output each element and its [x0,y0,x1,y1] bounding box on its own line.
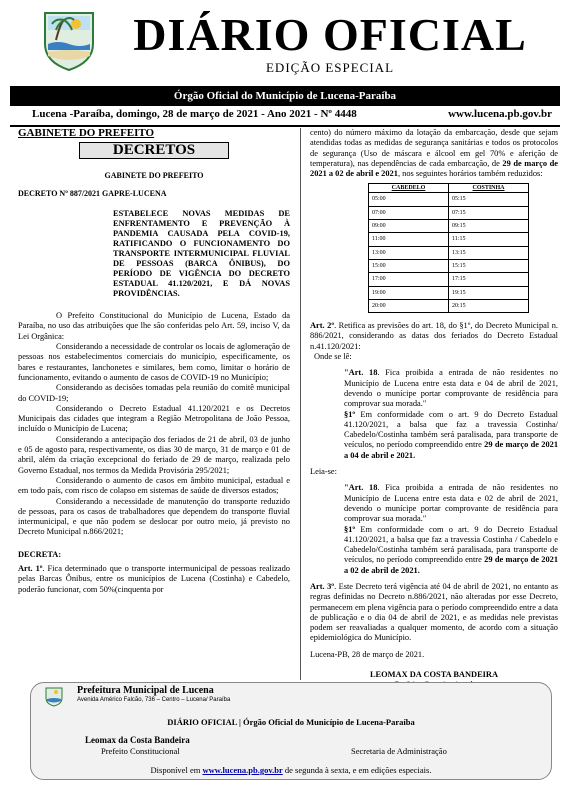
table-row [369,233,529,246]
article-text: . Retifica as previsões do art. 18, do §1º, do Decreto Municipal n. 886/2021, considerando as datas dos feriados do Decreto Estadual n.41.120/2021: [310,321,558,351]
table-cell: 11:15 [449,233,529,246]
article-label: Art. 3º [310,581,335,591]
left-column [18,128,290,595]
section-heading: GABINETE DO PREFEITO [18,127,155,139]
availability-text: de segunda à sexta, e em edições especiais. [282,765,432,775]
municipal-crest-icon [42,10,96,72]
column-divider [300,128,301,680]
quote-text: Em conformidade com o art. 9 do Decreto Estadual 41.120/2021, a balsa que faz a travessia Costinha / Cabedelo e Cabedelo/Costinha também será paralisada, para transporte de veículos, no período compreendido entre [344,524,558,565]
leia-se: Leia-se: [310,467,337,477]
table-cell: 09:15 [449,220,529,233]
quote-text: . Fica proibida a entrada de não residentes no Município de Lucena entre esta data e 02 de abril de 2021, devendo o munícipe portar comprovante de residência para comprovar sua morada." [344,483,558,524]
article-2 [310,321,558,352]
table-cell: 19:15 [449,286,529,299]
table-cell: 07:15 [449,206,529,219]
table-row [369,259,529,272]
whereas-paragraph: Considerando o Decreto Estadual 41.120/2021 e os Decretos Municipais das cidades que integram a Região Metropolitana de João Pessoa, incluído o Município de Lucena; [18,403,290,434]
article-text: . Fica determinado que o transporte intermunicipal de pessoas realizado pelas Barcas Ônibus, entre os municípios de Lucena (Costinha) e Cabedelo, poderão funcionar, com 50%(cinquenta por [18,564,290,594]
table-header: CABEDELO [369,184,449,193]
gabinete-heading: GABINETE DO PREFEITO [104,170,204,180]
quote-label: "Art. 18 [344,368,378,378]
quote-label: §1º [344,409,356,419]
dateline-bar [10,108,560,124]
whereas-paragraph: Considerando as decisões tomadas pela reunião do comitê municipal do COVID-19; [18,383,290,403]
decree-ementa: ESTABELECE NOVAS MEDIDAS DE ENFRENTAMENTO E PREVENÇÃO À PANDEMIA CAUSADA PELA COVID-19, RATIFICANDO O FUNCIONAMENTO DO TRANSPORTE INTERMUNICIPAL FLUVIAL DE PESSOAS (BARCA ÔNIBUS), DO PERÍODO DE VIGÊNCIA DO DECRETO ESTADUAL 41.120/2021, E DÁ NOVAS PROVIDÊNCIAS. [113,209,290,299]
table-row [369,273,529,286]
table-cell: 19:00 [369,286,449,299]
quote-text: . Fica proibida a entrada de não residentes no Município de Lucena entre esta data e 04 de abril de 2021, devendo o munícipe portar comprovante de residência para comprovar sua morada." [344,368,558,409]
table-row [369,299,529,312]
footer-prefeitura: Prefeitura Municipal de Lucena [77,685,214,696]
quote-dates: 29 de março de 2021 a 04 de abril e 2021. [344,440,559,460]
quoted-text-new [344,483,558,576]
table-cell: 13:00 [369,246,449,259]
table-cell: 15:15 [449,259,529,272]
schedule-table [368,183,529,313]
decreta-heading: DECRETA: [18,549,62,559]
whereas-paragraph: Considerando a antecipação dos feriados de 21 de abril, 03 de junho e 05 de agosto para, respectivamente, os dias 30 de março, 31 de março e 01 de abril, além da criação excepcional do feriado de 29 de março, realizada pelo Governo Estadual, nos termos da Medida Provisória 295/2021; [18,434,290,475]
onde-se-le: Onde se lê: [314,352,352,362]
article-1-continued [310,128,558,179]
footer-availability [31,765,551,775]
table-cell: 20:15 [449,299,529,312]
signer-name: LEOMAX DA COSTA BANDEIRA [369,670,499,680]
table-row [369,206,529,219]
website-link[interactable]: www.lucena.pb.gov.br [448,108,552,120]
table-cell: 09:00 [369,220,449,233]
municipal-crest-icon [45,687,63,707]
table-cell: 20:00 [369,299,449,312]
preamble-paragraph: O Prefeito Constitucional do Município de Lucena, Estado da Paraíba, no uso das atribuições que lhe são conferidas pelo Art. 59, inciso V, da Lei Orgânica: [18,311,290,341]
table-cell: 15:00 [369,259,449,272]
gazette-page [10,6,560,783]
article-text: , nos seguintes horários também reduzidos: [397,169,543,179]
quote-label: "Art. 18 [344,483,378,493]
footer-role-admin: Secretaria de Administração [351,746,447,756]
whereas-paragraph: Considerando a necessidade de manutenção do transporte reduzido de pessoas, para os casos de trabalhadores que dependem do transporte fluvial intermunicipal, e que não podem se deslocar por outro meio, já previsto no Decreto Municipal n.866/2021; [18,496,290,537]
decretos-box: DECRETOS [79,142,229,158]
footer-panel [30,682,552,780]
table-cell: 11:00 [369,233,449,246]
whereas-paragraph: Considerando a necessidade de controlar os locais de aglomeração de pessoas nos estabelecimentos comerciais do município, especificamente, os bares e restaurantes, lanchonetes e similares, bem como, limitar o horário de funcionamento, evitando o aumento de casos de COVID-19 no Município; [18,342,290,382]
footer-address: Avenida Américo Falcão, 736 – Centro – Lucena/ Paraíba [77,697,231,703]
org-banner: Órgão Oficial do Município de Lucena-Paraíba [10,86,560,106]
edition-subtitle: EDIÇÃO ESPECIAL [265,60,395,75]
quoted-text-old [344,368,558,461]
website-link[interactable]: www.lucena.pb.gov.br [202,765,283,775]
table-cell: 17:15 [449,273,529,286]
quote-text: Em conformidade com o art. 9 do Decreto Estadual 41.120/2021, a balsa que faz a travessia Costinha/ Cabedelo/Costinha também será paralisada, para transporte de veículos, no período compreendido entre [344,409,558,450]
article-1 [18,564,290,595]
header [10,6,560,120]
table-cell: 13:15 [449,246,529,259]
table-cell: 05:00 [369,193,449,206]
article-dates: 29 de março de 2021 a 02 de abril e 2021 [310,158,558,179]
quote-dates: 29 de março de 2021 a 02 de abril de 2021. [344,555,559,575]
article-label: Art. 2º [310,321,335,331]
dateline: Lucena -Paraíba, domingo, 28 de março de 2021 - Ano 2021 - Nº 4448 [32,108,357,120]
table-cell: 17:00 [369,273,449,286]
whereas-paragraph: Considerando o aumento de casos em âmbito municipal, estadual e em todo país, com risco de colapso em sistemas de saúde de diversos estados; [18,475,290,496]
table-header: COSTINHA [449,184,529,193]
table-cell: 07:00 [369,206,449,219]
decree-number: DECRETO Nº 887/2021 GAPRE-LUCENA [18,188,167,198]
footer-title: DIÁRIO OFICIAL | Órgão Oficial do Município de Lucena-Paraíba [167,717,415,727]
footer-mayor-name: Leomax da Costa Bandeira [85,735,190,745]
article-text: . Este Decreto terá vigência até 04 de abril de 2021, no entanto as regras definidas no Decreto n.886/2021, não alteradas por esse Decreto, permanecem em plena vigência para o período compreendido entre a data de publicação e o dia 04 de abril de 2021, e as medidas nele previstas podem ser reavaliadas a qualquer momento, de acordo com a situação epidemiológica do Município. [310,581,558,643]
right-column [310,128,558,691]
table-row [369,193,529,206]
table-row [369,246,529,259]
article-label: Art. 1º [18,564,43,574]
availability-text: Disponível em [150,765,203,775]
article-text: cento) do número máximo da lotação da embarcação, desde que sejam atendidas todas as medidas de segurança sanitárias e todos os protocolos de segurança (Uso de máscara e álcool em gel 70% e aferição de temperatura), nas dependências de cada embarcação, de [310,128,558,168]
quote-label: §1º [344,524,356,534]
gazette-title: DIÁRIO OFICIAL [133,9,527,60]
table-cell: 05:15 [449,193,529,206]
table-row [369,286,529,299]
place-date: Lucena-PB, 28 de março de 2021. [310,649,425,659]
footer-role-mayor: Prefeito Constitucional [101,746,180,756]
article-3 [310,582,558,644]
table-row [369,220,529,233]
